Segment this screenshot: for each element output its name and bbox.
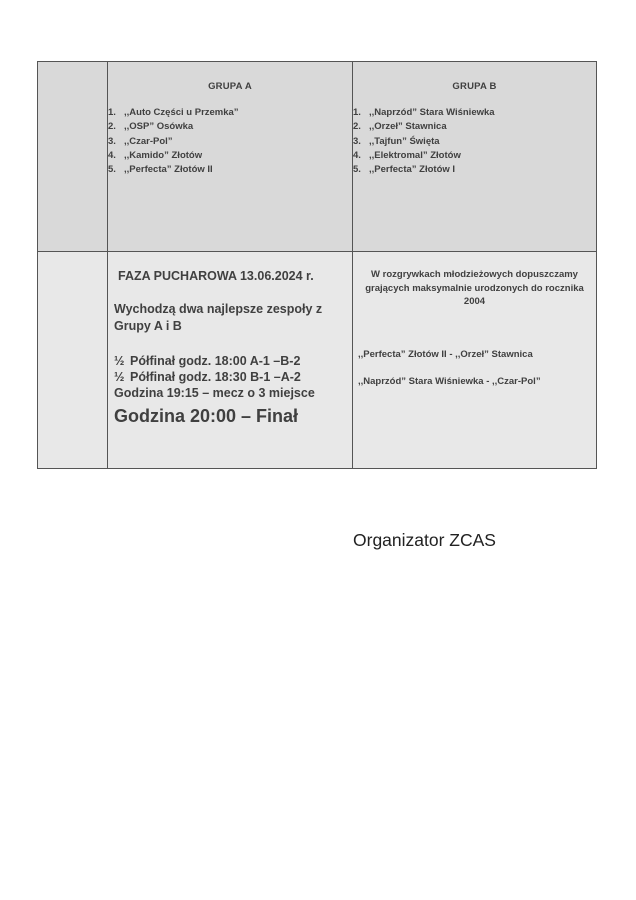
list-item: 3. ,,Tajfun” Święta	[353, 135, 596, 149]
team-name: ,,Perfecta” Złotów II	[124, 164, 213, 176]
rules-text: W rozgrywkach młodzieżowych dopuszczamy grających maksymalnie urodzonych do rocznika 2004	[365, 269, 584, 307]
team-name: ,,Orzeł” Stawnica	[369, 121, 447, 133]
list-item: 1. ,,Auto Części u Przemka”	[108, 106, 352, 120]
team-name: ,,Elektromal” Złotów	[369, 149, 461, 161]
list-item: 5. ,,Perfecta” Złotów I	[353, 163, 596, 177]
organizer-text: Organizator ZCAS	[353, 530, 496, 550]
group-b-list	[353, 106, 596, 177]
group-a-list	[108, 106, 352, 177]
semifinal-row: ½ Półfinał godz. 18:00 A-1 –B-2	[114, 354, 301, 368]
rules-cell	[353, 252, 597, 469]
semifinal-text: Półfinał godz. 18:00 A-1 –B-2	[130, 354, 301, 368]
team-name: ,,Auto Części u Przemka”	[124, 107, 239, 118]
cup-phase-cell	[108, 252, 353, 469]
semifinal-text: Półfinał godz. 18:30 B-1 –A-2	[130, 370, 301, 384]
semifinal-pair: ,,Naprzód” Stara Wiśniewka - ,,Czar-Pol”	[358, 375, 541, 387]
list-item: 1. ,,Naprzód” Stara Wiśniewka	[353, 106, 596, 120]
advance-text: Wychodzą dwa najlepsze zespoły z Grupy A i B	[114, 302, 323, 333]
list-item: 2. ,,OSP” Osówka	[108, 120, 352, 134]
team-name: ,,Tajfun” Święta	[369, 135, 440, 147]
group-b-cell	[353, 62, 597, 252]
team-name: ,,OSP” Osówka	[124, 121, 194, 133]
cup-phase-title: FAZA PUCHAROWA 13.06.2024 r.	[118, 269, 314, 283]
empty-cell	[38, 252, 108, 469]
empty-cell	[38, 62, 108, 252]
team-name: ,,Perfecta” Złotów I	[369, 164, 456, 176]
list-item: 5. ,,Perfecta” Złotów II	[108, 163, 352, 177]
group-b-title: GRUPA B	[452, 81, 497, 92]
group-a-title: GRUPA A	[208, 81, 252, 92]
semifinal-row: ½ Półfinał godz. 18:30 B-1 –A-2	[114, 370, 301, 384]
list-item: 4. ,,Kamido” Złotów	[108, 149, 352, 163]
team-name: ,,Czar-Pol”	[124, 135, 173, 147]
list-item: 3. ,,Czar-Pol”	[108, 135, 352, 149]
list-item: 4. ,,Elektromal” Złotów	[353, 149, 596, 163]
match-schedule	[114, 353, 352, 401]
list-item: 2. ,,Orzeł” Stawnica	[353, 120, 596, 134]
schedule-table	[37, 61, 597, 469]
semifinal-pair: ,,Perfecta” Złotów II - ,,Orzeł” Stawnica	[358, 348, 533, 360]
groups-row	[38, 62, 597, 252]
team-name: ,,Naprzód” Stara Wiśniewka	[369, 107, 495, 118]
team-name: ,,Kamido” Złotów	[124, 149, 203, 161]
group-a-cell	[108, 62, 353, 252]
cup-row	[38, 252, 597, 469]
final-text: Godzina 20:00 – Finał	[114, 406, 299, 426]
third-place-text: Godzina 19:15 – mecz o 3 miejsce	[114, 386, 315, 400]
